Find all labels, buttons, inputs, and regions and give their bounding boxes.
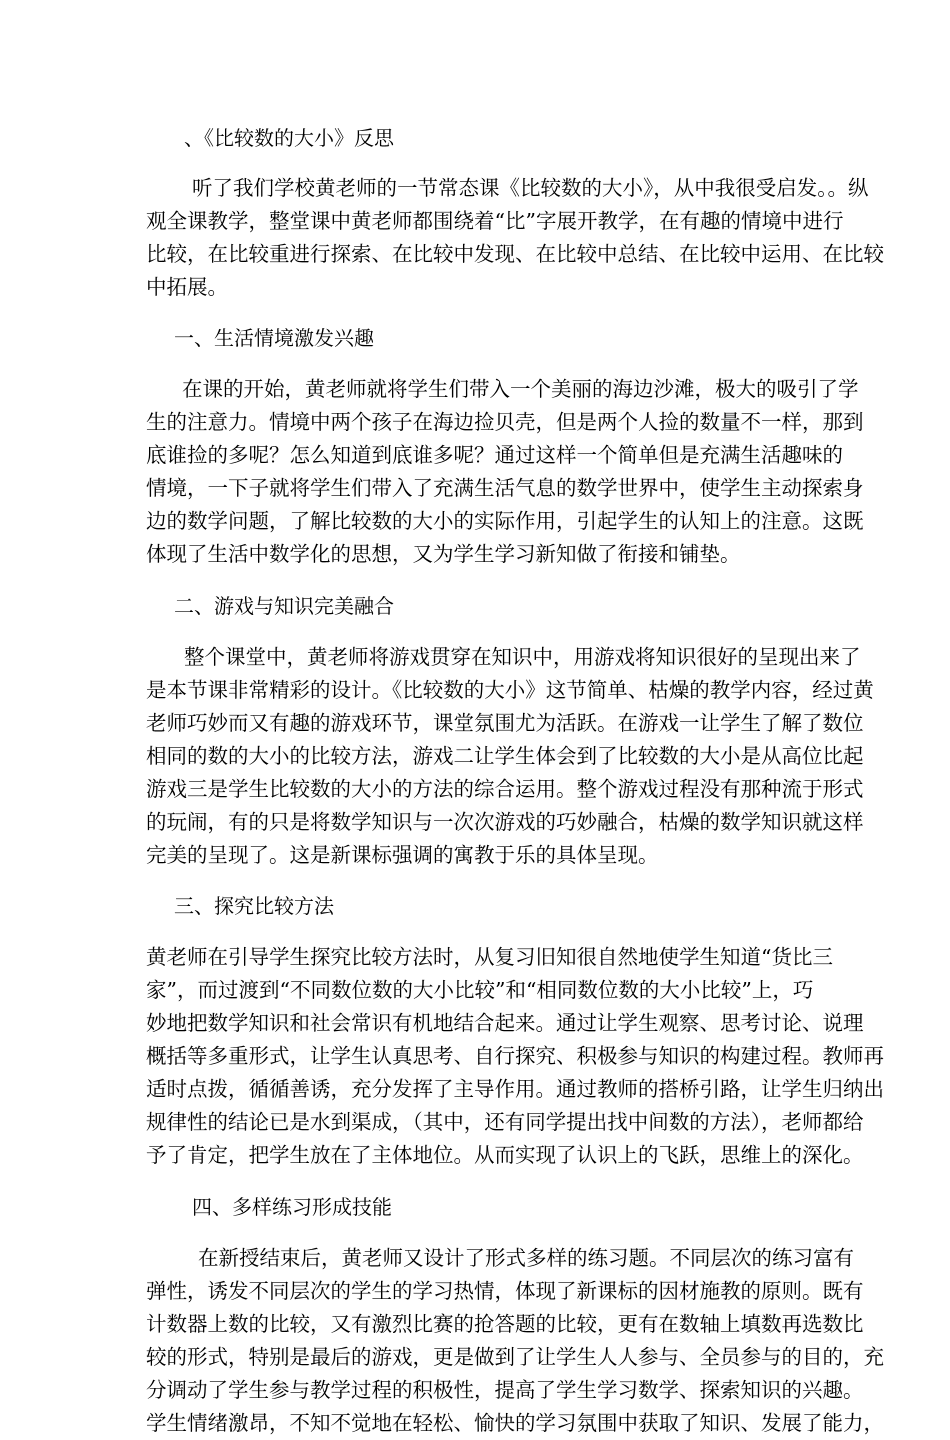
section3-line-3: 妙地把数学知识和社会常识有机地结合起来。通过让学生观察、思考讨论、说理 [146, 1011, 864, 1035]
section3-line-7: 予了肯定，把学生放在了主体地位。从而实现了认识上的飞跃，思维上的深化。 [146, 1143, 864, 1167]
section3-line-2: 家”，而过渡到“不同数位数的大小比较”和“相同数位数的大小比较”上，巧 [146, 978, 814, 1002]
section-heading-2: 二、游戏与知识完美融合 [174, 594, 394, 618]
section2-line-7: 完美的呈现了。这是新课标强调的寓教于乐的具体呈现。 [146, 843, 659, 867]
section2-line-1: 整个课堂中，黄老师将游戏贯穿在知识中，用游戏将知识很好的呈现出来了 [184, 645, 861, 669]
section4-line-4: 较的形式，特别是最后的游戏，更是做到了让学生人人参与、全员参与的目的，充 [146, 1345, 884, 1369]
section3-line-5: 适时点拨，循循善诱，充分发挥了主导作用。通过教师的搭桥引路，让学生归纳出 [146, 1077, 884, 1101]
section2-line-4: 相同的数的大小的比较方法，游戏二让学生体会到了比较数的大小是从高位比起 [146, 744, 864, 768]
section1-line-5: 边的数学问题，了解比较数的大小的实际作用，引起学生的认知上的注意。这既 [146, 509, 864, 533]
section3-line-1: 黄老师在引导学生探究比较方法时，从复习旧知很自然地使学生知道“货比三 [146, 945, 833, 969]
section4-line-5: 分调动了学生参与教学过程的积极性，提高了学生学习数学、探索知识的兴趣。 [146, 1378, 864, 1402]
intro-line-2: 观全课教学，整堂课中黄老师都围绕着“比”字展开教学，在有趣的情境中进行 [146, 209, 844, 233]
section2-line-2: 是本节课非常精彩的设计。《比较数的大小》这节简单、枯燥的教学内容，经过黄 [146, 678, 874, 702]
document-title: 、《比较数的大小》反思 [184, 126, 394, 150]
intro-line-1: 听了我们学校黄老师的一节常态课《比较数的大小》，从中我很受启发。。纵 [192, 176, 869, 200]
section3-line-6: 规律性的结论已是水到渠成，（其中，还有同学提出找中间数的方法），老师都给 [146, 1110, 864, 1134]
section-heading-4: 四、多样练习形成技能 [192, 1195, 392, 1219]
intro-line-3: 比较，在比较重进行探索、在比较中发现、在比较中总结、在比较中运用、在比较 [146, 242, 884, 266]
section1-line-1: 在课的开始，黄老师就将学生们带入一个美丽的海边沙滩，极大的吸引了学 [182, 377, 859, 401]
section2-line-3: 老师巧妙而又有趣的游戏环节，课堂氛围尤为活跃。在游戏一让学生了解了数位 [146, 711, 864, 735]
section1-line-2: 生的注意力。情境中两个孩子在海边捡贝壳，但是两个人捡的数量不一样，那到 [146, 410, 864, 434]
intro-line-4: 中拓展。 [146, 275, 228, 299]
section1-line-6: 体现了生活中数学化的思想，又为学生学习新知做了衔接和铺垫。 [146, 542, 741, 566]
section3-line-4: 概括等多重形式，让学生认真思考、自行探究、积极参与知识的构建过程。教师再 [146, 1044, 884, 1068]
section1-line-4: 情境，一下子就将学生们带入了充满生活气息的数学世界中，使学生主动探索身 [146, 476, 864, 500]
section4-line-1: 在新授结束后，黄老师又设计了形式多样的练习题。不同层次的练习富有 [198, 1246, 854, 1270]
section-heading-1: 一、生活情境激发兴趣 [174, 326, 374, 350]
section1-line-3: 底谁捡的多呢？怎么知道到底谁多呢？通过这样一个简单但是充满生活趣味的 [146, 443, 843, 467]
section4-line-6: 学生情绪激昂，不知不觉地在轻松、愉快的学习氛围中获取了知识、发展了能力， [146, 1411, 884, 1435]
section-heading-3: 三、探究比较方法 [174, 894, 334, 918]
section2-line-6: 的玩闹，有的只是将数学知识与一次次游戏的巧妙融合，枯燥的数学知识就这样 [146, 810, 864, 834]
section4-line-2: 弹性，诱发不同层次的学生的学习热情，体现了新课标的因材施教的原则。既有 [146, 1279, 864, 1303]
section2-line-5: 游戏三是学生比较数的大小的方法的综合运用。整个游戏过程没有那种流于形式 [146, 777, 864, 801]
section4-line-3: 计数器上数的比较，又有激烈比赛的抢答题的比较，更有在数轴上填数再选数比 [146, 1312, 864, 1336]
